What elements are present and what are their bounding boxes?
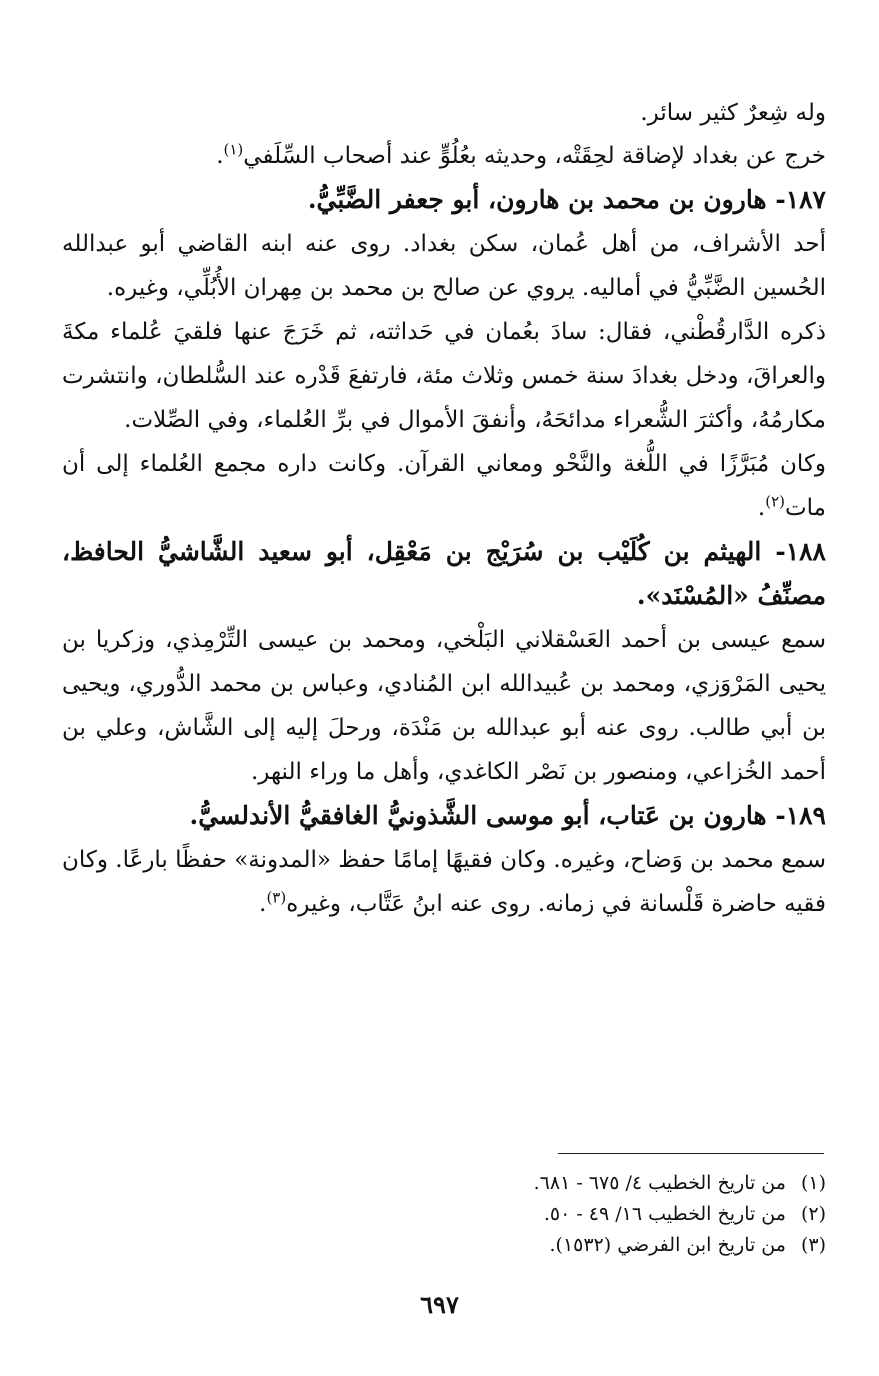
- footnotes: [380, 1168, 826, 1261]
- entry-heading-189: ١٨٩- هارون بن عَتاب، أبو موسى الشَّذونيُّ الغافقيُّ الأندلسيُّ.: [189, 801, 826, 830]
- footnote-ref-2[interactable]: (٢): [765, 492, 786, 511]
- period: .: [757, 495, 766, 521]
- entry-heading-187: ١٨٧- هارون بن محمد بن هارون، أبو جعفر الضَّبِّيُّ.: [307, 185, 826, 214]
- opening-line-2: [62, 135, 826, 178]
- page-number: ٦٩٧: [420, 1290, 459, 1319]
- entry-189-paragraph-1: [62, 838, 826, 926]
- footnote-number: (١): [800, 1172, 826, 1194]
- entry-187-paragraph-3: [62, 442, 826, 530]
- footnote-divider: [558, 1153, 824, 1154]
- footnote-text: من تاريخ الخطيب ٤/ ٦٧٥ - ٦٨١.: [533, 1172, 786, 1194]
- footnote-number: (٣): [800, 1234, 826, 1256]
- footnote-number: (٢): [800, 1203, 826, 1225]
- entry-187-paragraph-2: ذكره الدَّارقُطْني، فقال: سادَ بعُمان في حَداثته، ثم خَرَجَ عنها فلقيَ عُلماء مكةَ والعراقَ، ودخل بغدادَ سنة خمس وثلاث مئة، فارتفعَ قَدْره عند السُّلطان، وانتشرت مكارمُهُ، وأكثرَ الشُّعراء مدائحَهُ، وأنفقَ الأموال في برِّ العُلماء، وفي الصِّلات.: [62, 319, 826, 433]
- page-body: [62, 92, 826, 926]
- entry-188-paragraph-1: سمع عيسى بن أحمد العَسْقلاني البَلْخي، ومحمد بن عيسى التِّرْمِذي، وزكريا بن يحيى المَرْوَزي، ومحمد بن عُبيدالله ابن المُنادي، وعباس بن محمد الدُّوري، ويحيى بن أبي طالب. روى عنه أبو عبدالله بن مَنْدَة، ورحلَ إليه إلى الشَّاش، وعلي بن أحمد الخُزاعي، ومنصور بن نَصْر الكاغدي، وأهل ما وراء النهر.: [62, 627, 826, 785]
- footnote-ref-3[interactable]: (٣): [266, 888, 287, 907]
- footnote-text: من تاريخ ابن الفرضي (١٥٣٢).: [549, 1234, 786, 1256]
- paragraph-text: سمع محمد بن وَضاح، وغيره. وكان فقيهًا إمامًا حفظ «المدونة» حفظًا بارعًا. وكان فقيه حاضرة قَلْسانة في زمانه. روى عنه ابنُ عَتَّاب، وغيره: [62, 847, 826, 917]
- footnote-text: من تاريخ الخطيب ١٦/ ٤٩ - ٥٠.: [543, 1203, 786, 1225]
- period: .: [259, 891, 267, 917]
- footnote-ref-1[interactable]: (١): [223, 140, 244, 159]
- entry-heading-188: ١٨٨- الهيثم بن كُلَيْب بن سُرَيْج بن مَعْقِل، أبو سعيد الشَّاشيُّ الحافظ، مصنِّفُ «المُسْنَد».: [62, 537, 826, 610]
- footnote-2: [380, 1199, 826, 1230]
- period: .: [216, 143, 224, 169]
- paragraph-text: وكان مُبَرَّزًا في اللُّغة والنَّحْو ومعاني القرآن. وكانت داره مجمع العُلماء إلى أن مات: [62, 451, 826, 521]
- opening-line: وله شِعرٌ كثير سائر.: [640, 100, 826, 126]
- footnote-1: [380, 1168, 826, 1199]
- footnote-3: [380, 1230, 826, 1261]
- opening-text: خرج عن بغداد لإضاقة لحِقَتْه، وحديثه بعُلُوٍّ عند أصحاب السِّلَفي: [243, 143, 826, 169]
- entry-187-paragraph-1: أحد الأشراف، من أهل عُمان، سكن بغداد. روى عنه ابنه القاضي أبو عبدالله الحُسين الضَّبِّيُّ في أماليه. يروي عن صالح بن محمد بن مِهران الأُبُلِّي، وغيره.: [62, 231, 826, 301]
